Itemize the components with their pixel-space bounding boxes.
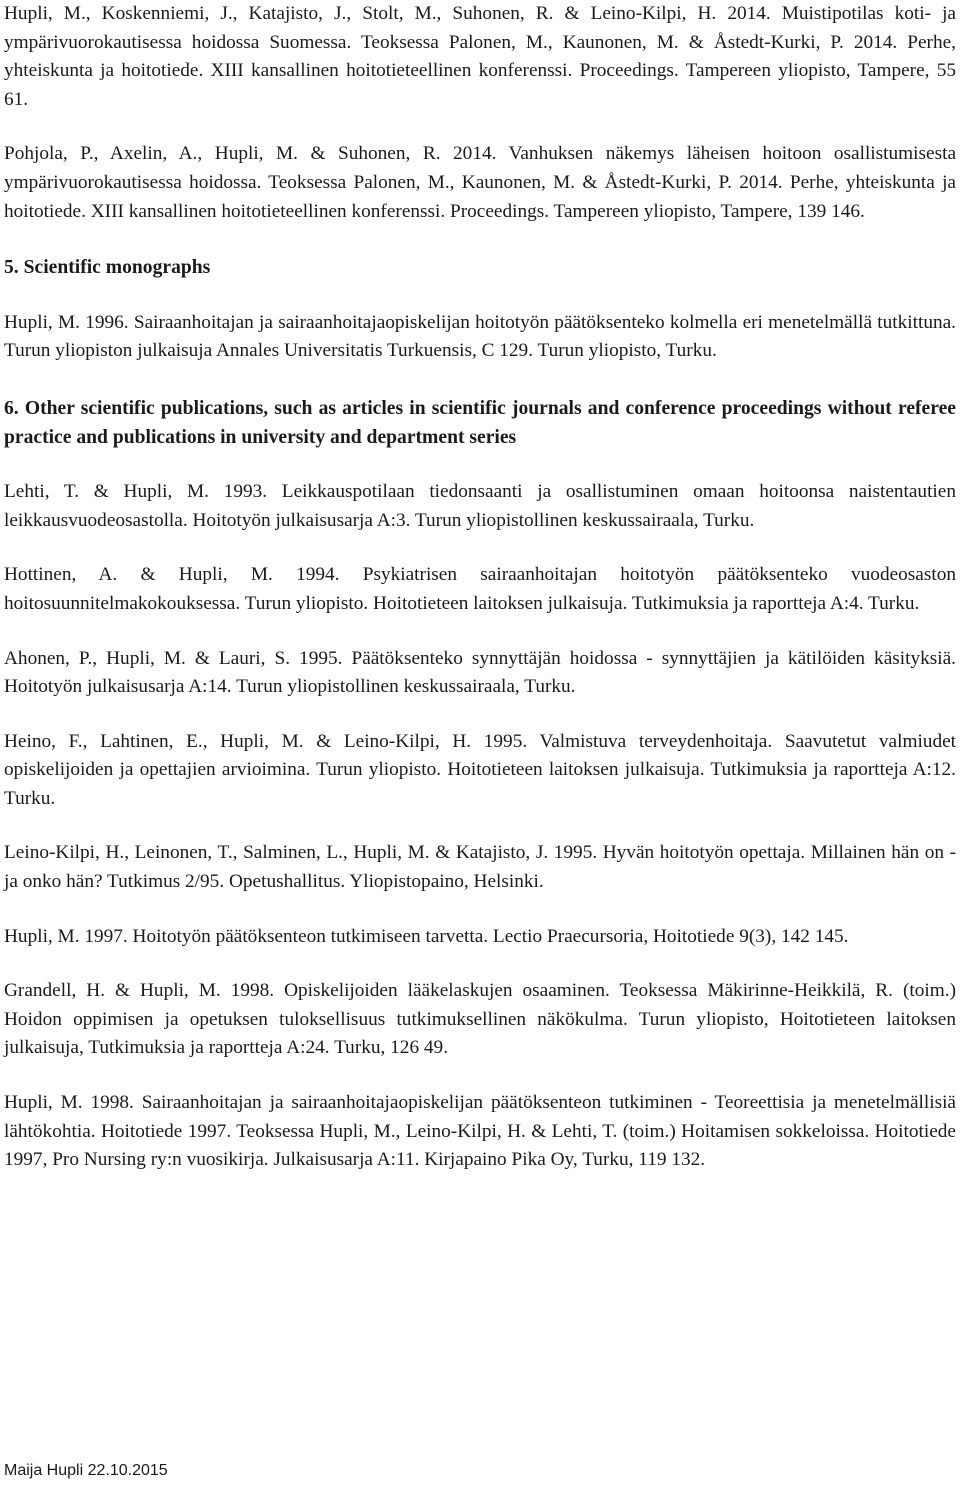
reference-entry: Pohjola, P., Axelin, A., Hupli, M. & Suhonen, R. 2014. Vanhuksen näkemys läheisen hoitoon osallistumisesta ympärivuorokautisessa hoidossa. Teoksessa Palonen, M., Kaunonen, M. & Åstedt-Kurki, P. 2014. Perhe, yhteiskunta ja hoitotiede. XIII kansallinen hoitotieteellinen konferenssi. Proceedings. Tampereen yliopisto, Tampere, 139 146.	[4, 143, 956, 222]
section-heading-5: 5. Scientific monographs	[4, 257, 211, 279]
reference-entry: Hupli, M., Koskenniemi, J., Katajisto, J., Stolt, M., Suhonen, R. & Leino-Kilpi, H. 2014. Muistipotilas koti- ja ympärivuorokautisessa hoidossa Suomessa. Teoksessa Palonen, M., Kaunonen, M. & Åstedt-Kurki, P. 2014. Perhe, yhteiskunta ja hoitotiede. XIII kansallinen hoitotieteellinen konferenssi. Proceedings. Tampereen yliopisto, Tampere, 55 61.	[4, 3, 956, 110]
section-heading-6: 6. Other scientific publications, such as articles in scientific journals and conference proceedings without referee practice and publications in university and department series	[4, 397, 956, 448]
reference-entry: Lehti, T. & Hupli, M. 1993. Leikkauspotilaan tiedonsaanti ja osallistuminen omaan hoitoonsa naistentautien leikkausvuodeosastolla. Hoitotyön julkaisusarja A:3. Turun yliopistollinen keskussairaala, Turku.	[4, 481, 956, 531]
reference-entry: Ahonen, P., Hupli, M. & Lauri, S. 1995. Päätöksenteko synnyttäjän hoidossa - synnyttäjien ja kätilöiden käsityksiä. Hoitotyön julkaisusarja A:14. Turun yliopistollinen keskussairaala, Turku.	[4, 647, 956, 698]
document-page	[4, 0, 956, 1175]
page-footer: Maija Hupli 22.10.2015	[4, 1462, 168, 1479]
reference-entry: Leino-Kilpi, H., Leinonen, T., Salminen, L., Hupli, M. & Katajisto, J. 1995. Hyvän hoitotyön opettaja. Millainen hän on - ja onko hän? Tutkimus 2/95. Opetushallitus. Yliopistopaino, Helsinki.	[4, 842, 956, 893]
reference-entry: Hottinen, A. & Hupli, M. 1994. Psykiatrisen sairaanhoitajan hoitotyön päätöksenteko vuodeosaston hoitosuunnitelmakokouksessa. Turun yliopisto. Hoitotieteen laitoksen julkaisuja. Tutkimuksia ja raportteja A:4. Turku.	[4, 564, 956, 614]
reference-entry: Heino, F., Lahtinen, E., Hupli, M. & Leino-Kilpi, H. 1995. Valmistuva terveydenhoitaja. Saavutetut valmiudet opiskelijoiden ja opettajien arvioimina. Turun yliopisto. Hoitotieteen laitoksen julkaisuja. Tutkimuksia ja raportteja A:12. Turku.	[4, 730, 956, 809]
reference-entry: Hupli, M. 1996. Sairaanhoitajan ja sairaanhoitajaopiskelijan hoitotyön päätöksenteko kolmella eri menetelmällä tutkittuna. Turun yliopiston julkaisuja Annales Universitatis Turkuensis, C 129. Turun yliopisto, Turku.	[4, 311, 956, 362]
reference-entry: Hupli, M. 1997. Hoitotyön päätöksenteon tutkimiseen tarvetta. Lectio Praecursoria, Hoitotiede 9(3), 142 145.	[4, 925, 849, 947]
reference-entry: Hupli, M. 1998. Sairaanhoitajan ja sairaanhoitajaopiskelijan päätöksenteon tutkiminen - Teoreettisia ja menetelmällisiä lähtökohtia. Hoitotiede 1997. Teoksessa Hupli, M., Leino-Kilpi, H. & Lehti, T. (toim.) Hoitamisen sokkeloissa. Hoitotiede 1997, Pro Nursing ry:n vuosikirja. Julkaisusarja A:11. Kirjapaino Pika Oy, Turku, 119 132.	[4, 1092, 956, 1171]
reference-entry: Grandell, H. & Hupli, M. 1998. Opiskelijoiden lääkelaskujen osaaminen. Teoksessa Mäkirinne-Heikkilä, R. (toim.) Hoidon oppimisen ja opetuksen tuloksellisuus tutkimuksellinen näkökulma. Turun yliopisto, Hoitotieteen laitoksen julkaisuja, Tutkimuksia ja raportteja A:24. Turku, 126 49.	[4, 980, 956, 1059]
